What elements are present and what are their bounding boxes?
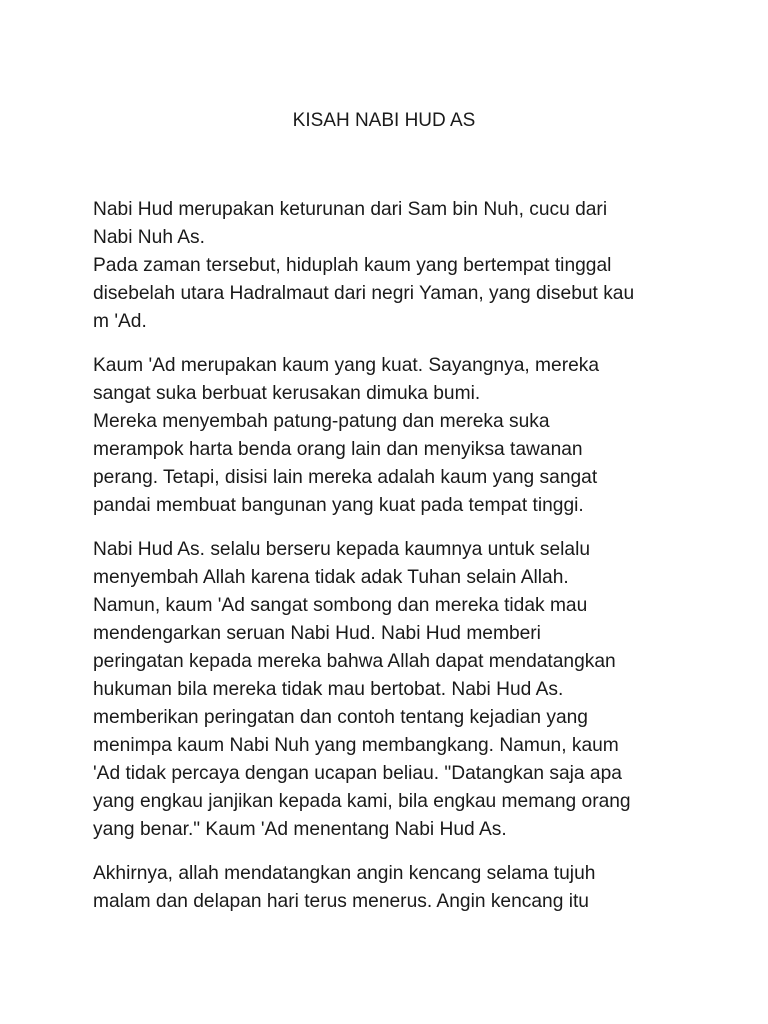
text-line: Pada zaman tersebut, hiduplah kaum yang bertempat tinggal bbox=[93, 255, 612, 276]
text-line: menyembah Allah karena tidak adak Tuhan selain Allah. bbox=[93, 567, 569, 588]
text-line: m 'Ad. bbox=[93, 311, 147, 332]
text-line: sangat suka berbuat kerusakan dimuka bumi. bbox=[93, 383, 481, 404]
text-line: 'Ad tidak percaya dengan ucapan beliau. "Datangkan saja apa bbox=[93, 763, 622, 784]
text-line: disebelah utara Hadralmaut dari negri Yaman, yang disebut kau bbox=[93, 283, 635, 304]
text-line: memberikan peringatan dan contoh tentang kejadian yang bbox=[93, 707, 588, 728]
paragraph-3 bbox=[93, 536, 693, 844]
text-line: hukuman bila mereka tidak mau bertobat. Nabi Hud As. bbox=[93, 679, 564, 700]
text-line: menimpa kaum Nabi Nuh yang membangkang. Namun, kaum bbox=[93, 735, 619, 756]
text-line: Nabi Hud merupakan keturunan dari Sam bin Nuh, cucu dari bbox=[93, 199, 608, 220]
text-line: peringatan kepada mereka bahwa Allah dapat mendatangkan bbox=[93, 651, 616, 672]
text-line: malam dan delapan hari terus menerus. Angin kencang itu bbox=[93, 891, 589, 912]
text-line: Mereka menyembah patung-patung dan mereka suka bbox=[93, 411, 550, 432]
paragraph-4 bbox=[93, 860, 693, 916]
text-line: Namun, kaum 'Ad sangat sombong dan mereka tidak mau bbox=[93, 595, 588, 616]
text-line: merampok harta benda orang lain dan menyiksa tawanan bbox=[93, 439, 583, 460]
text-line: Nabi Nuh As. bbox=[93, 227, 205, 248]
text-line: yang engkau janjikan kepada kami, bila engkau memang orang bbox=[93, 791, 631, 812]
document-body bbox=[93, 196, 693, 932]
text-line: perang. Tetapi, disisi lain mereka adalah kaum yang sangat bbox=[93, 467, 598, 488]
text-line: yang benar." Kaum 'Ad menentang Nabi Hud As. bbox=[93, 819, 507, 840]
paragraph-2 bbox=[93, 352, 693, 520]
paragraph-1 bbox=[93, 196, 693, 336]
text-line: Akhirnya, allah mendatangkan angin kencang selama tujuh bbox=[93, 863, 596, 884]
text-line: mendengarkan seruan Nabi Hud. Nabi Hud memberi bbox=[93, 623, 541, 644]
text-line: pandai membuat bangunan yang kuat pada tempat tinggi. bbox=[93, 495, 584, 516]
text-line: Nabi Hud As. selalu berseru kepada kaumnya untuk selalu bbox=[93, 539, 591, 560]
text-line: Kaum 'Ad merupakan kaum yang kuat. Sayangnya, mereka bbox=[93, 355, 600, 376]
document-title: KISAH NABI HUD AS bbox=[292, 110, 476, 131]
